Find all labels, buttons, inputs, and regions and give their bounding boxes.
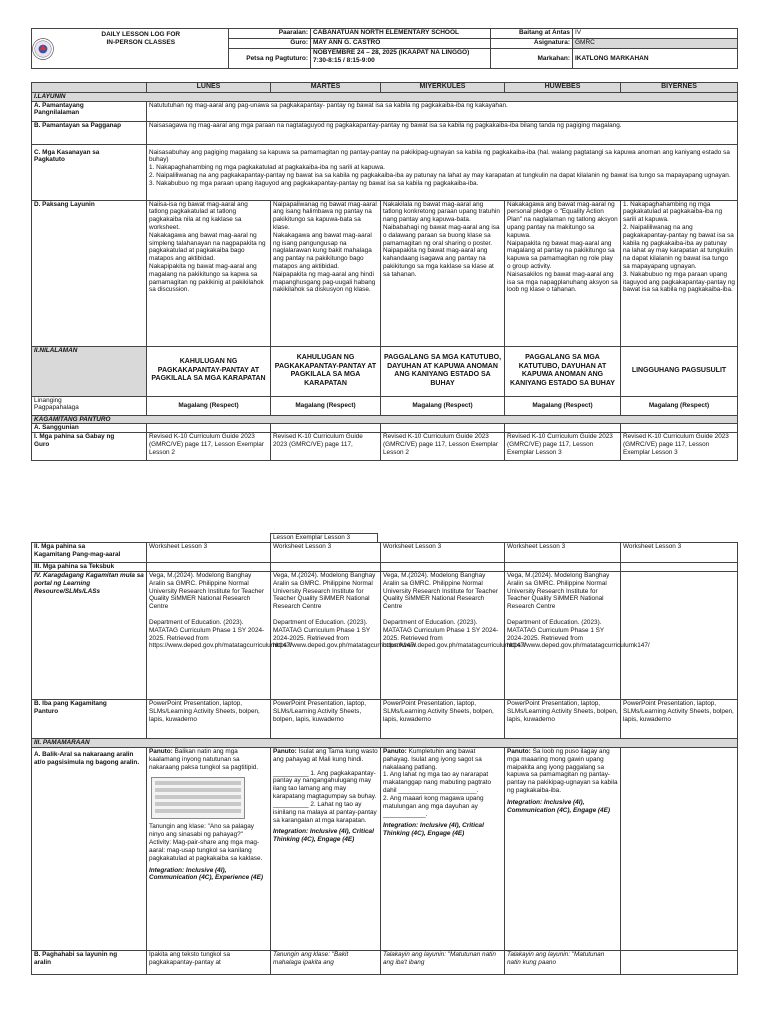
day-header-thursday: HUWEBES	[505, 83, 621, 93]
row-label-gabay-guro: I. Mga pahina sa Gabay ng Guro	[32, 433, 147, 461]
panuto-text: Isulat ang Tama kung wasto ang pahayag at Mali kung hindi.	[273, 748, 378, 763]
worksheet-thumbnail	[151, 777, 245, 819]
karagdagang-wednesday: Vega, M.(2024). Modelong Banghay Aralin sa GMRC. Philippine Normal University Research Institute for Teacher Quality SiMMER National Research Centre Department of Education. (2023). MATATAG Curriculum Phase 1 SY 2024-2025. Retrieved from https://www.deped.gov.ph/matatagcurriculumk147/	[381, 572, 505, 700]
sanggunian-wednesday	[381, 424, 505, 433]
nilalaman-monday: KAHULUGAN NG PAGKAKAPANTAY-PANTAY AT PAGKILALA SA MGA KARAPATAN	[147, 346, 271, 396]
panuto-text: Balikan natin ang mga kaalamang inyong natutunan sa nakaraang paksa tungkol sa pagtitipid.	[149, 748, 259, 771]
paghahabi-wednesday: Talakayin ang layunin: "Matutunan natin ang iba't ibang	[381, 951, 505, 975]
paghahabi-friday	[621, 951, 738, 975]
gabay-wednesday: Revised K-10 Curriculum Guide 2023 (GMRC/VE) page 117, Lesson Exemplar Lesson 2	[381, 433, 505, 461]
row-label-pamantayan-pagganap: B. Pamantayan sa Pagganap	[32, 121, 147, 144]
row-label-kasanayan: C. Mga Kasanayan sa Pagkatuto	[32, 144, 147, 200]
section-layunin: I.LAYUNIN	[32, 92, 738, 101]
teksbuk-thursday	[505, 563, 621, 572]
carry-over-text: Lesson Exemplar Lesson 3	[270, 533, 378, 543]
petsa-dates: NOBYEMBRE 24 – 28, 2025 (IKAAPAT NA LINGGO)	[313, 49, 470, 56]
karagdagang-tuesday: Vega, M.(2024). Modelong Banghay Aralin sa GMRC. Philippine Normal University Research Institute for Teacher Quality SiMMER National Research Centre Department of Education. (2023). MATATAG Curriculum Phase 1 SY 2024-2025. Retrieved from https://www.deped.gov.ph/matatagcurriculumk147/	[271, 572, 381, 700]
sanggunian-thursday	[505, 424, 621, 433]
linangin-wednesday: Magalang (Respect)	[381, 396, 505, 415]
panuto-text: Kumpletuhin ang bawat pahayag. Isulat ang iyong sagot sa nakalaang patlang.	[383, 748, 482, 771]
petsa-times: 7:30-8:15 / 8:15-9:00	[313, 56, 375, 64]
nilalaman-tuesday: KAHULUGAN NG PAGKAKAPANTAY-PANTAY AT PAGKILALA SA MGA KARAPATAN	[271, 346, 381, 396]
paksang-layunin-wednesday: Nakakilala ng bawat mag-aaral ang tatlong konkretong paraan upang tratuhin nang pantay ang kapuwa-bata. Naibabahagi ng bawat mag-aaral ang isa o dalawang paraan sa buong klase sa pamamagitan ng oral sharing o poster. Naipapakita ng bawat mag-aaral ang kahandaang isagawa ang pantay na pakikitungo sa mga kaklase sa klase at sa tahanan.	[381, 200, 505, 346]
paghahabi-thursday: Talakayin ang layunin: "Matutunan natin kung paano	[505, 951, 621, 975]
petsa-label: Petsa ng Pagtuturo:	[229, 49, 311, 69]
balik-aral-monday-activity: Tanungin ang klase: "Ano sa palagay ninyo ang sinasabi ng pahayag?" Activity: Mag-pair-share ang mga mag-aaral: mag-usap tungkol sa kanilang pagkakatulad at pagkakaiba sa kaklase.	[149, 823, 263, 862]
row-label-iba-pang-kagamitan: B. Iba pang Kagamitang Panturo	[32, 700, 147, 739]
paaralan-label: Paaralan:	[229, 29, 311, 39]
row-label-paksang-layunin: D. Paksang Layunin	[32, 200, 147, 346]
nilalaman-friday: LINGGUHANG PAGSUSULIT	[621, 346, 738, 396]
kagamitang-mag-aaral-friday: Worksheet Lesson 3	[621, 543, 738, 563]
gabay-friday: Revised K-10 Curriculum Guide 2023 (GMRC/VE) page 117, Lesson Exemplar Lesson 3	[621, 433, 738, 461]
day-header-wednesday: MIYERKULES	[381, 83, 505, 93]
balik-aral-wednesday-items: 1. Ang lahat ng mga tao ay nararapat makatanggap nang mabuting pagtrato dahil ______________________. 2. Ang maaari kong magawa upang matulungan ang mga dayuhan ay ____________.	[383, 771, 492, 818]
day-header-blank	[32, 83, 147, 93]
linangin-thursday: Magalang (Respect)	[505, 396, 621, 415]
row-label-karagdagang-kagamitan: IV. Karagdagang Kagamitan mula sa portal ng Learning Resource/SLMs/LASs	[32, 572, 147, 700]
integration-monday: Integration: Inclusive (4I), Communication (4C), Experience (4E)	[149, 866, 263, 882]
balik-aral-thursday	[505, 748, 621, 951]
paksang-layunin-tuesday: Naipapaliwanag ng bawat mag-aaral ang isang halimbawa ng pantay na pakikitungo sa kapuwa-bata sa klase. Nakakagawa ang bawat mag-aaral ng isang pangungusap na naglalarawan kung bakit mahalaga ang pantay na pakikitungo bago matapos ang aktibidad. Naipapakita ng mag-aaral ang hindi mapanghusgang pag-uugali habang nakikilahok sa diskusyon ng klase.	[271, 200, 381, 346]
deped-seal-icon	[32, 38, 54, 60]
paaralan-value: CABANATUAN NORTH ELEMENTARY SCHOOL	[311, 29, 491, 39]
balik-aral-tuesday	[271, 748, 381, 951]
asignatura-label: Asignatura:	[491, 39, 573, 49]
kagamitang-mag-aaral-thursday: Worksheet Lesson 3	[505, 543, 621, 563]
baitang-value: IV	[573, 29, 738, 39]
pamantayan-pagganap-text: Naisasagawa ng mag-aaral ang mga paraan na nagtataguyod ng pagkakapantay-pantay ng bawat isa sa kabila ng pagkakaiba-iba bilang tanda ng pagiging magalang.	[147, 121, 738, 144]
logo-cell	[32, 29, 54, 69]
markahan-label: Markahan:	[491, 49, 573, 69]
gabay-tuesday: Revised K-10 Curriculum Guide 2023 (GMRC/VE) page 117,	[271, 433, 381, 461]
teksbuk-wednesday	[381, 563, 505, 572]
row-label-pamantayang-pangnilalaman: A. Pamantayang Pangnilalaman	[32, 101, 147, 121]
row-label-balik-aral: A. Balik-Aral sa nakaraang aralin at/o pagsisimula ng bagong aralin.	[32, 748, 147, 951]
header-title	[54, 29, 229, 69]
balik-aral-tuesday-instruction	[273, 748, 378, 764]
iba-pang-tuesday: PowerPoint Presentation, laptop, SLMs/Learning Activity Sheets, bolpen, lapis, kuwaderno	[271, 700, 381, 739]
teksbuk-tuesday	[271, 563, 381, 572]
panuto-label: Panuto:	[507, 748, 531, 755]
pamantayang-pangnilalaman-text: Natututuhan ng mag-aaral ang pag-unawa sa pagkakapantay- pantay ng bawat isa sa kabila ng pagkakaiba-iba ng kakayahan.	[147, 101, 738, 121]
karagdagang-monday: Vega, M.(2024). Modelong Banghay Aralin sa GMRC. Philippine Normal University Research Institute for Teacher Quality SiMMER National Research Centre Department of Education. (2023). MATATAG Curriculum Phase 1 SY 2024-2025. Retrieved from https://www.deped.gov.ph/matatagcurriculumk147/	[147, 572, 271, 700]
iba-pang-monday: PowerPoint Presentation, laptop, SLMs/Learning Activity Sheets, bolpen, lapis, kuwaderno	[147, 700, 271, 739]
karagdagang-thursday: Vega, M.(2024). Modelong Banghay Aralin sa GMRC. Philippine Normal University Research Institute for Teacher Quality SiMMER National Research Centre Department of Education. (2023). MATATAG Curriculum Phase 1 SY 2024-2025. Retrieved from https://www.deped.gov.ph/matatagcurriculumk147/	[505, 572, 621, 700]
teksbuk-monday	[147, 563, 271, 572]
integration-wednesday: Integration: Inclusive (4I), Critical Thinking (4C), Engage (4E)	[383, 822, 484, 838]
header-table	[31, 28, 738, 69]
guro-value: MAY ANN G. CASTRO	[311, 39, 491, 49]
balik-aral-monday-instruction	[149, 748, 268, 771]
linangin-monday: Magalang (Respect)	[147, 396, 271, 415]
iba-pang-friday: PowerPoint Presentation, laptop, SLMs/Learning Activity Sheets, bolpen, lapis, kuwaderno	[621, 700, 738, 739]
markahan-value: IKATLONG MARKAHAN	[573, 49, 738, 69]
balik-aral-wednesday	[381, 748, 505, 951]
day-header-friday: BIYERNES	[621, 83, 738, 93]
paksang-layunin-thursday: Nakakagawa ang bawat mag-aaral ng personal pledge o "Equality Action Plan" na naglalaman ng tatlong aksyon upang pantay na makitungo sa kapuwa. Naipapakita ng bawat mag-aaral ang magalang at pantay na pakikitungo sa kapuwa sa pamamagitan ng role play o group activity. Naisasakilos ng bawat mag-aaral ang isa sa mga napagplanuhang aksyon sa loob ng klase o tahanan.	[505, 200, 621, 346]
teksbuk-friday	[621, 563, 738, 572]
karagdagang-friday	[621, 572, 738, 700]
nilalaman-thursday: PAGGALANG SA MGA KATUTUBO, DAYUHAN AT KAPUWA ANOMAN ANG KANIYANG ESTADO SA BUHAY	[505, 346, 621, 396]
sanggunian-tuesday	[271, 424, 381, 433]
paghahabi-tuesday: Tanungin ang klase: "Bakit mahalaga ipakita ang	[271, 951, 381, 975]
panuto-label: Panuto:	[383, 748, 407, 755]
panuto-label: Panuto:	[273, 748, 297, 755]
title-line-1: DAILY LESSON LOG FOR	[101, 31, 181, 38]
balik-aral-tuesday-items: __________ 1. Ang pagkakapantay-pantay ay nangangahulugang may ilang tao lamang ang may karapatang magtagumpay sa buhay. __________ 2. Lahat ng tao ay isinilang na malaya at pantay-pantay sa karangalan at mga karapatan.	[273, 769, 377, 824]
panuto-label: Panuto:	[149, 748, 173, 755]
day-header-monday: LUNES	[147, 83, 271, 93]
integration-thursday: Integration: Inclusive (4I), Communication (4C), Engage (4E)	[507, 798, 610, 814]
gabay-monday: Revised K-10 Curriculum Guide 2023 (GMRC/VE) page 117, Lesson Exemplar Lesson 2	[147, 433, 271, 461]
kagamitang-mag-aaral-tuesday: Worksheet Lesson 3	[271, 543, 381, 563]
baitang-label: Baitang at Antas	[491, 29, 573, 39]
linangin-friday: Magalang (Respect)	[621, 396, 738, 415]
paghahabi-monday: Ipakita ang teksto tungkol sa pagkakapantay-pantay at	[147, 951, 271, 975]
title-line-2: IN-PERSON CLASSES	[106, 38, 176, 46]
kagamitang-mag-aaral-monday: Worksheet Lesson 3	[147, 543, 271, 563]
row-label-sanggunian: A. Sanggunian	[32, 424, 147, 433]
panuto-text: Sa loob ng puso ilagay ang mga maaaring mong gawin upang maipakita ang iyong paggalang sa kapuwa sa pamamagitan ng pantay-pantay na pakikipag-ugnayan sa kabila ng pagkakaiba-iba.	[507, 748, 618, 795]
row-label-kagamitang-mag-aaral: II. Mga pahina sa Kagamitang Pang-mag-aaral	[32, 543, 147, 563]
linangin-tuesday: Magalang (Respect)	[271, 396, 381, 415]
integration-tuesday: Integration: Inclusive (4I), Critical Thinking (4C), Engage (4E)	[273, 828, 374, 844]
nilalaman-wednesday: PAGGALANG SA MGA KATUTUBO, DAYUHAN AT KAPUWA ANOMAN ANG KANIYANG ESTADO SA BUHAY	[381, 346, 505, 396]
kagamitang-mag-aaral-wednesday: Worksheet Lesson 3	[381, 543, 505, 563]
iba-pang-thursday: PowerPoint Presentation, laptop, SLMs/Learning Activity Sheets, bolpen, lapis, kuwaderno	[505, 700, 621, 739]
paksang-layunin-monday: Naiisa-isa ng bawat mag-aaral ang tatlong pagkakatulad at tatlong pagkakaiba nila at ng kaklase sa worksheet. Nakakagawa ang bawat mag-aaral ng simpleng talahanayan na nagpapakita ng pagkakatulad at pagkakaiba bago matapos ang aktibidad. Nakapipakita ng bawat mag-aaral ang magalang na pakikitungo sa kapwa sa pamamagitan ng pakikinig at pakikilahok sa discussion.	[147, 200, 271, 346]
iba-pang-wednesday: PowerPoint Presentation, laptop, SLMs/Learning Activity Sheets, bolpen, lapis, kuwaderno	[381, 700, 505, 739]
balik-aral-friday	[621, 748, 738, 951]
kasanayan-text: Naisasabuhay ang pagiging magalang sa kapuwa sa pamamagitan ng pantay-pantay na pakikipag-ugnayan sa kabila ng pagkakaiba-iba (hal. walang pagtatangi sa kapuwa anoman ang kaniyang estado sa buhay) 1. Nakapaghahambing ng mga pagkakatulad at pagkakaiba-iba ng sarili at kapuwa. 2. Naipaliliwanag na ang pagkakapantay-pantay ng bawat isa sa kabila ng pagkakaiba-iba ay patunay na lahat ay may karapatan at tungkulin na dapat kilalanin ng bawat isa tungo sa mapayapang ugnayan. 3. Nakabubuo ng mga paraan upang itaguyod ang pagkakapantay-pantay ng bawat isa sa kabila ng pagkakaiba-iba.	[147, 144, 738, 200]
balik-aral-wednesday-instruction	[383, 748, 502, 771]
day-header-tuesday: MARTES	[271, 83, 381, 93]
row-label-linangin: Linanging Pagpapahalaga	[32, 396, 147, 415]
row-label-teksbuk: III. Mga pahina sa Teksbuk	[32, 563, 147, 572]
row-label-paghahabi: B. Paghahabi sa layunin ng aralin	[32, 951, 147, 975]
section-kagamitang: KAGAMITANG PANTURO	[32, 415, 738, 424]
paksang-layunin-friday: 1. Nakapaghahambing ng mga pagkakatulad at pagkakaiba-iba ng sarili at kapuwa. 2. Naipaliliwanag na ang pagkakapantay-pantay ng bawat isa sa kabila ng pagkakaiba-iba ay patunay na lahat ay may karapatan at tungkulin na dapat kilalanin ng bawat isa tungo sa mapayapang ugnayan. 3. Nakabubuo ng mga paraan upang itaguyod ang pagkakapantay-pantay ng bawat isa sa kabila ng pagkakaiba-iba.	[621, 200, 738, 346]
lesson-table-page1	[31, 82, 738, 461]
guro-label: Guro:	[229, 39, 311, 49]
asignatura-value: GMRC	[573, 39, 738, 49]
petsa-value	[311, 49, 491, 69]
lesson-table-page2	[31, 542, 738, 975]
sanggunian-monday	[147, 424, 271, 433]
section-nilalaman: II.NILALAMAN	[32, 346, 147, 396]
sanggunian-friday	[621, 424, 738, 433]
balik-aral-thursday-instruction	[507, 748, 618, 795]
section-pamamaraan: III. PAMAMARAAN	[32, 739, 738, 748]
gabay-thursday: Revised K-10 Curriculum Guide 2023 (GMRC/VE) page 117, Lesson Exemplar Lesson 3	[505, 433, 621, 461]
balik-aral-monday	[147, 748, 271, 951]
